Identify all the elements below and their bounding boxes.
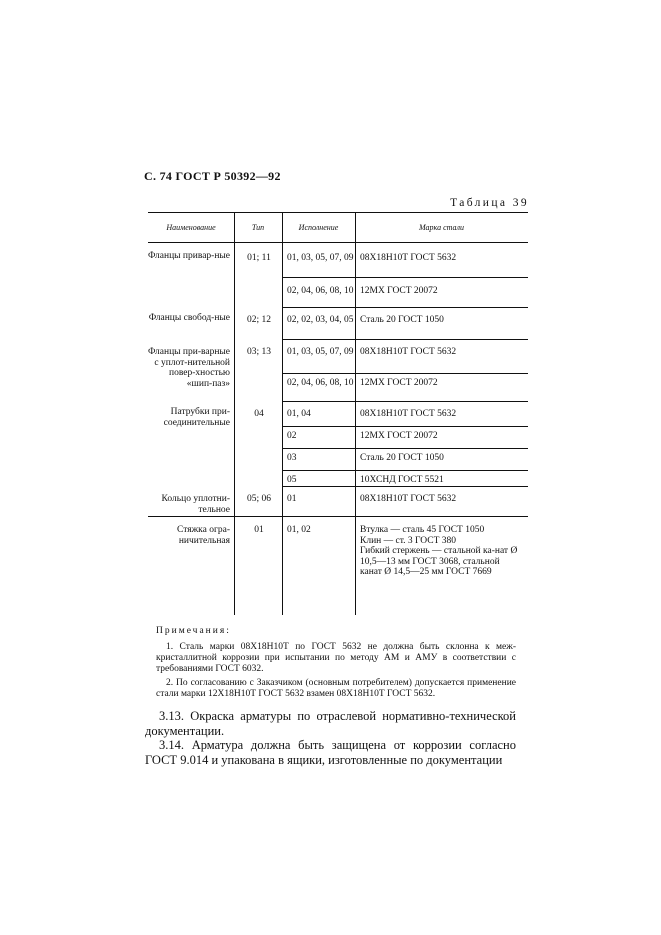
row-steel-grade: 08Х18Н10Т ГОСТ 5632: [360, 253, 457, 263]
column-separator: [234, 213, 235, 615]
row-divider: [282, 470, 528, 471]
header-execution: Исполнение: [298, 223, 339, 232]
row-execution: 02, 02, 03, 04, 05: [287, 315, 354, 325]
row-divider: [282, 448, 528, 449]
header-name: Наименование: [166, 223, 216, 232]
row-divider: [282, 277, 528, 278]
row-divider: [282, 486, 528, 487]
row-execution: 01, 04: [287, 409, 311, 419]
row-steel-grade: 10ХСНД ГОСТ 5521: [360, 475, 444, 485]
row-divider: [282, 426, 528, 427]
notes-title: Примечания:: [156, 626, 231, 636]
row-divider: [282, 373, 528, 374]
row-execution: 01: [287, 494, 297, 504]
row-steel-grade: 08Х18Н10Т ГОСТ 5632: [360, 347, 457, 357]
row-divider: [282, 339, 528, 340]
row-name: Фланцы при-варные с уплот-нительной повер-хностью «шип-паз»: [148, 347, 231, 389]
row-steel-grade: 12МХ ГОСТ 20072: [360, 431, 438, 441]
note-1: 1. Сталь марки 08Х18Н10Т по ГОСТ 5632 не должна быть склонна к меж-кристаллитной коррозии при испытании по методу АМ и АМУ в соответствии с требованиями ГОСТ 6032.: [156, 642, 516, 674]
header-type: Тип: [251, 223, 265, 232]
row-execution: 01, 02: [287, 525, 311, 535]
row-steel-grade: Втулка — сталь 45 ГОСТ 1050 Клин — ст. 3 ГОСТ 380 Гибкий стержень — стальной ка-нат Ø 10,5—13 мм ГОСТ 3068, стальной канат Ø 14,5—25 мм ГОСТ 7669: [360, 525, 518, 577]
row-execution: 02, 04, 06, 08, 10: [287, 378, 354, 388]
page-header: С. 74 ГОСТ Р 50392—92: [144, 169, 281, 183]
row-divider: [282, 401, 528, 402]
paragraph-3-13: 3.13. Окраска арматуры по отраслевой нормативно-технической документации.: [145, 709, 516, 738]
row-type: 05; 06: [246, 494, 271, 504]
row-name: Фланцы свобод-ные: [148, 313, 230, 323]
row-type: 03; 13: [246, 347, 271, 357]
row-execution: 02, 04, 06, 08, 10: [287, 286, 354, 296]
row-divider: [282, 307, 528, 308]
row-steel-grade: Сталь 20 ГОСТ 1050: [360, 315, 444, 325]
steel-grade-table: [148, 212, 528, 615]
row-execution: 01, 03, 05, 07, 09: [287, 253, 354, 263]
row-steel-grade: Сталь 20 ГОСТ 1050: [360, 453, 444, 463]
table-caption: Таблица 39: [450, 197, 529, 209]
row-divider: [148, 516, 528, 517]
row-steel-grade: 08Х18Н10Т ГОСТ 5632: [360, 409, 457, 419]
row-steel-grade: 12МХ ГОСТ 20072: [360, 286, 438, 296]
column-separator: [282, 213, 283, 615]
header-steel-grade: Марка стали: [418, 223, 464, 232]
row-name: Стяжка огра-ничительная: [176, 525, 230, 546]
row-execution: 02: [287, 431, 297, 441]
note-2: 2. По согласованию с Заказчиком (основным потребителем) допускается применение стали марки 12Х18Н10Т ГОСТ 5632 взамен 08Х18Н10Т ГОСТ 5632.: [156, 678, 516, 699]
row-type: 01; 11: [247, 253, 271, 263]
row-execution: 01, 03, 05, 07, 09: [287, 347, 354, 357]
row-type: 02; 12: [246, 315, 271, 325]
row-type: 01: [254, 525, 264, 535]
row-type: 04: [254, 409, 264, 419]
paragraph-3-14: 3.14. Арматура должна быть защищена от коррозии согласно ГОСТ 9.014 и упакована в ящики, изготовленные по документации: [145, 738, 516, 767]
row-steel-grade: 12МХ ГОСТ 20072: [360, 378, 438, 388]
row-name: Патрубки при-соединительные: [163, 407, 230, 428]
body-text: [145, 709, 516, 767]
row-execution: 03: [287, 453, 297, 463]
row-name: Кольцо уплотни-тельное: [161, 494, 230, 515]
row-name: Фланцы привар-ные: [148, 251, 231, 261]
header-rule: [148, 242, 528, 243]
row-execution: 05: [287, 475, 297, 485]
row-steel-grade: 08Х18Н10Т ГОСТ 5632: [360, 494, 457, 504]
